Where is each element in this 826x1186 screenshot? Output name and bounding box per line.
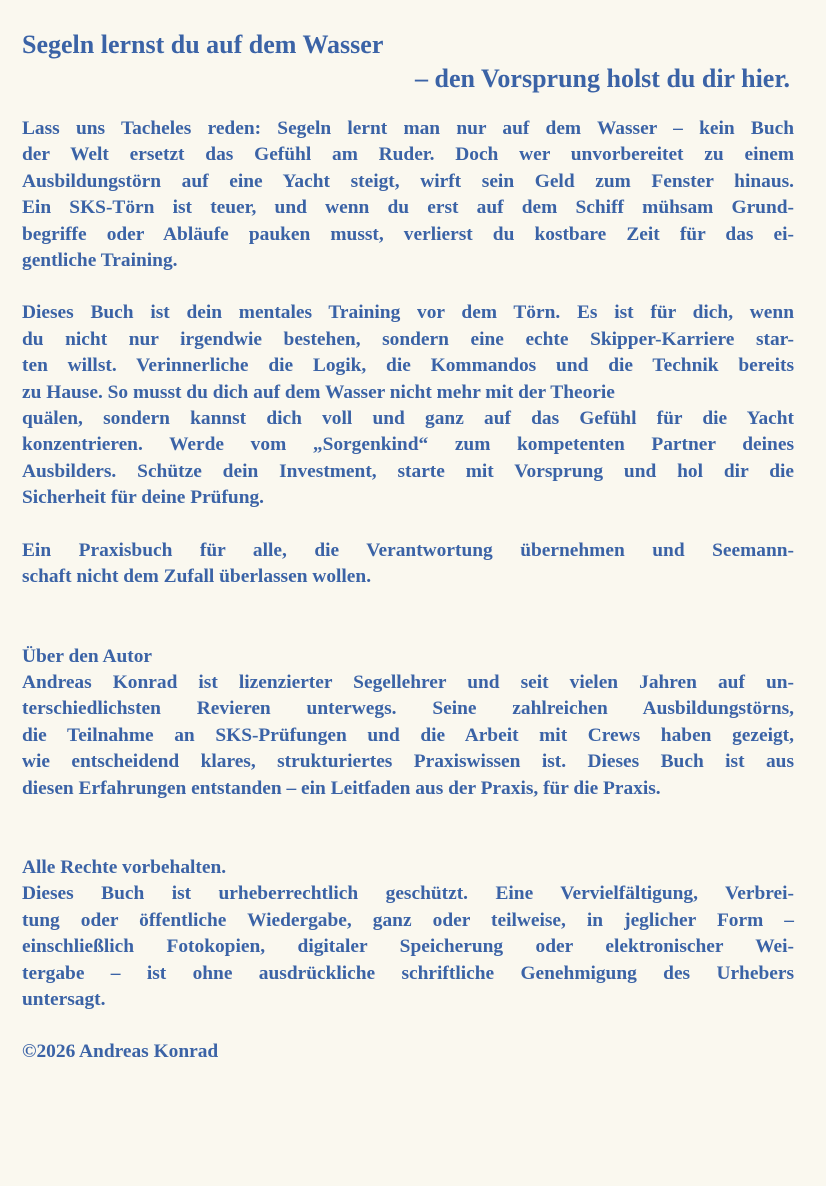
text-line: terschiedlichsten Revieren unterwegs. Seine zahlreichen Ausbildungstörns, — [22, 698, 794, 720]
text-line: du nicht nur irgendwie bestehen, sondern eine echte Skipper-Karriere star- — [22, 328, 794, 350]
text-line: tung oder öffentliche Wiedergabe, ganz oder teilweise, in jeglicher Form – — [22, 909, 794, 931]
text-line: einschließlich Fotokopien, digitaler Speicherung oder elektronischer Wei- — [22, 936, 794, 958]
intro-paragraph — [22, 116, 794, 274]
text-line: zu Hause. So musst du dich auf dem Wasser nicht mehr mit der Theorie — [22, 381, 615, 403]
text-line: Ein Praxisbuch für alle, die Verantwortung übernehmen und Seemann- — [22, 539, 794, 561]
text-line: die Teilnahme an SKS-Prüfungen und die Arbeit mit Crews haben gezeigt, — [22, 724, 794, 746]
text-line: schaft nicht dem Zufall überlassen wollen. — [22, 566, 372, 588]
text-line: wie entscheidend klares, strukturiertes Praxiswissen ist. Dieses Buch ist aus — [22, 751, 794, 773]
text-line: diesen Erfahrungen entstanden – ein Leitfaden aus der Praxis, für die Praxis. — [22, 777, 661, 799]
text-line: Dieses Buch ist urheberrechtlich geschützt. Eine Vervielfältigung, Verbrei- — [22, 883, 794, 905]
audience-paragraph — [22, 538, 794, 591]
text-line: begriffe oder Abläufe pauken musst, verlierst du kostbare Zeit für das ei- — [22, 223, 794, 245]
text-line: Ausbilders. Schütze dein Investment, starte mit Vorsprung und hol dir die — [22, 460, 794, 482]
text-line: Ein SKS-Törn ist teuer, und wenn du erst auf dem Schiff mühsam Grund- — [22, 197, 794, 219]
copyright-notice — [22, 1039, 794, 1065]
rights-section-title: Alle Rechte vorbehalten. — [22, 856, 227, 878]
rights-section — [22, 855, 794, 1013]
author-section — [22, 644, 794, 802]
text-line: ten willst. Verinnerliche die Logik, die Kommandos und die Technik bereits — [22, 355, 794, 377]
heading-line-2: – den Vorsprung holst du dir hier. — [415, 64, 790, 93]
text-line: Dieses Buch ist dein mentales Training vor dem Törn. Es ist für dich, wenn — [22, 302, 794, 324]
text-line: der Welt ersetzt das Gefühl am Ruder. Doch wer unvorbereitet zu einem — [22, 144, 794, 166]
text-line: untersagt. — [22, 988, 106, 1010]
training-paragraph — [22, 300, 794, 511]
author-section-title: Über den Autor — [22, 645, 152, 667]
text-line: quälen, sondern kannst dich voll und ganz auf das Gefühl für die Yacht — [22, 408, 794, 430]
text-line: Andreas Konrad ist lizenzierter Segellehrer und seit vielen Jahren auf un- — [22, 671, 794, 693]
text-line: konzentrieren. Werde vom „Sorgenkind“ zum kompetenten Partner deines — [22, 434, 794, 456]
page-content — [22, 28, 794, 1066]
text-line: Sicherheit für deine Prüfung. — [22, 487, 265, 509]
copyright-text: ©2026 Andreas Konrad — [22, 1041, 219, 1063]
text-line: Ausbildungstörn auf eine Yacht steigt, wirft sein Geld zum Fenster hinaus. — [22, 170, 794, 192]
text-line: Lass uns Tacheles reden: Segeln lernt man nur auf dem Wasser – kein Buch — [22, 118, 794, 139]
page-heading — [22, 28, 794, 96]
text-line: gentliche Training. — [22, 250, 178, 272]
text-line: tergabe – ist ohne ausdrückliche schriftliche Genehmigung des Urhebers — [22, 962, 794, 984]
heading-line-1: Segeln lernst du auf dem Wasser — [22, 30, 384, 59]
